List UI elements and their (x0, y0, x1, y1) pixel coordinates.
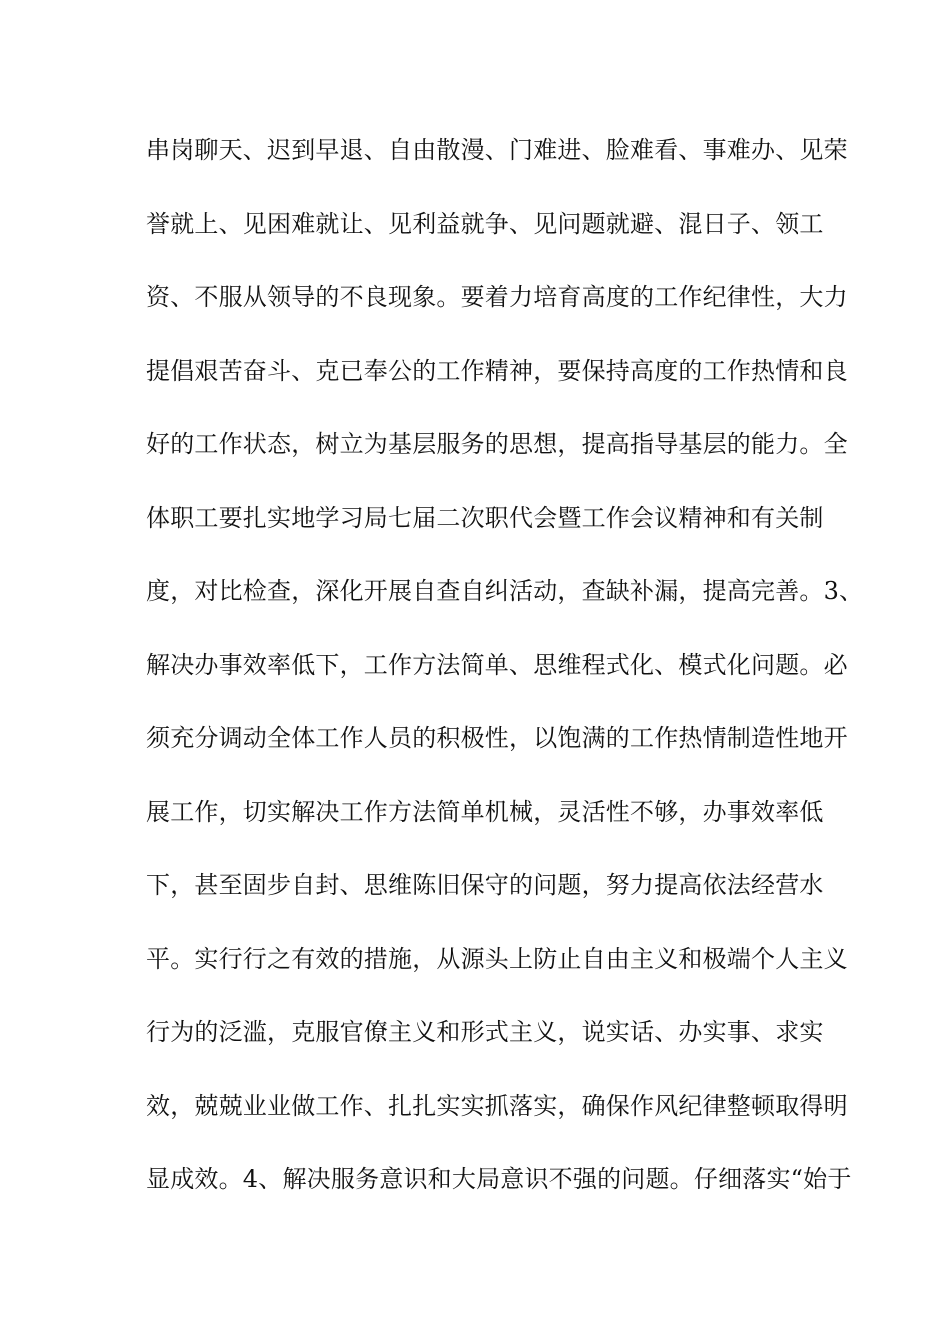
text-line: 须充分调动全体工作人员的积极性，以饱满的工作热情制造性地开 (146, 724, 848, 752)
text-line: 效，兢兢业业做工作、扎扎实实抓落实，确保作风纪律整顿取得明 (146, 1091, 848, 1120)
text-line: 度，对比检查，深化开展自查自纠活动，查缺补漏，提高完善。3、 (146, 577, 864, 605)
text-line: 体职工要扎实地学习局七届二次职代会暨工作会议精神和有关制 (146, 503, 824, 532)
text-line: 资、不服从领导的不良现象。要着力培育高度的工作纪律性，大力 (146, 283, 848, 311)
text-line: 串岗聊天、迟到早退、自由散漫、门难进、脸难看、事难办、见荣 (146, 136, 848, 164)
text-line: 展工作，切实解决工作方法简单机械，灵活性不够，办事效率低 (146, 797, 824, 826)
text-line: 平。实行行之有效的措施，从源头上防止自由主义和极端个人主义 (146, 944, 848, 973)
text-line: 好的工作状态，树立为基层服务的思想，提高指导基层的能力。全 (146, 430, 848, 458)
body-text (146, 128, 864, 1231)
text-line: 解决办事效率低下，工作方法简单、思维程式化、模式化问题。必 (146, 650, 848, 679)
text-line: 显成效。4、解决服务意识和大局意识不强的问题。仔细落实“始于 (146, 1165, 852, 1193)
text-line: 行为的泛滥，克服官僚主义和形式主义，说实话、办实事、求实 (146, 1018, 824, 1046)
text-line: 提倡艰苦奋斗、克已奉公的工作精神，要保持高度的工作热情和良 (146, 356, 848, 385)
text-line: 下，甚至固步自封、思维陈旧保守的问题，努力提高依法经营水 (146, 871, 824, 899)
text-line: 誉就上、见困难就让、见利益就争、见问题就避、混日子、领工 (146, 209, 824, 238)
